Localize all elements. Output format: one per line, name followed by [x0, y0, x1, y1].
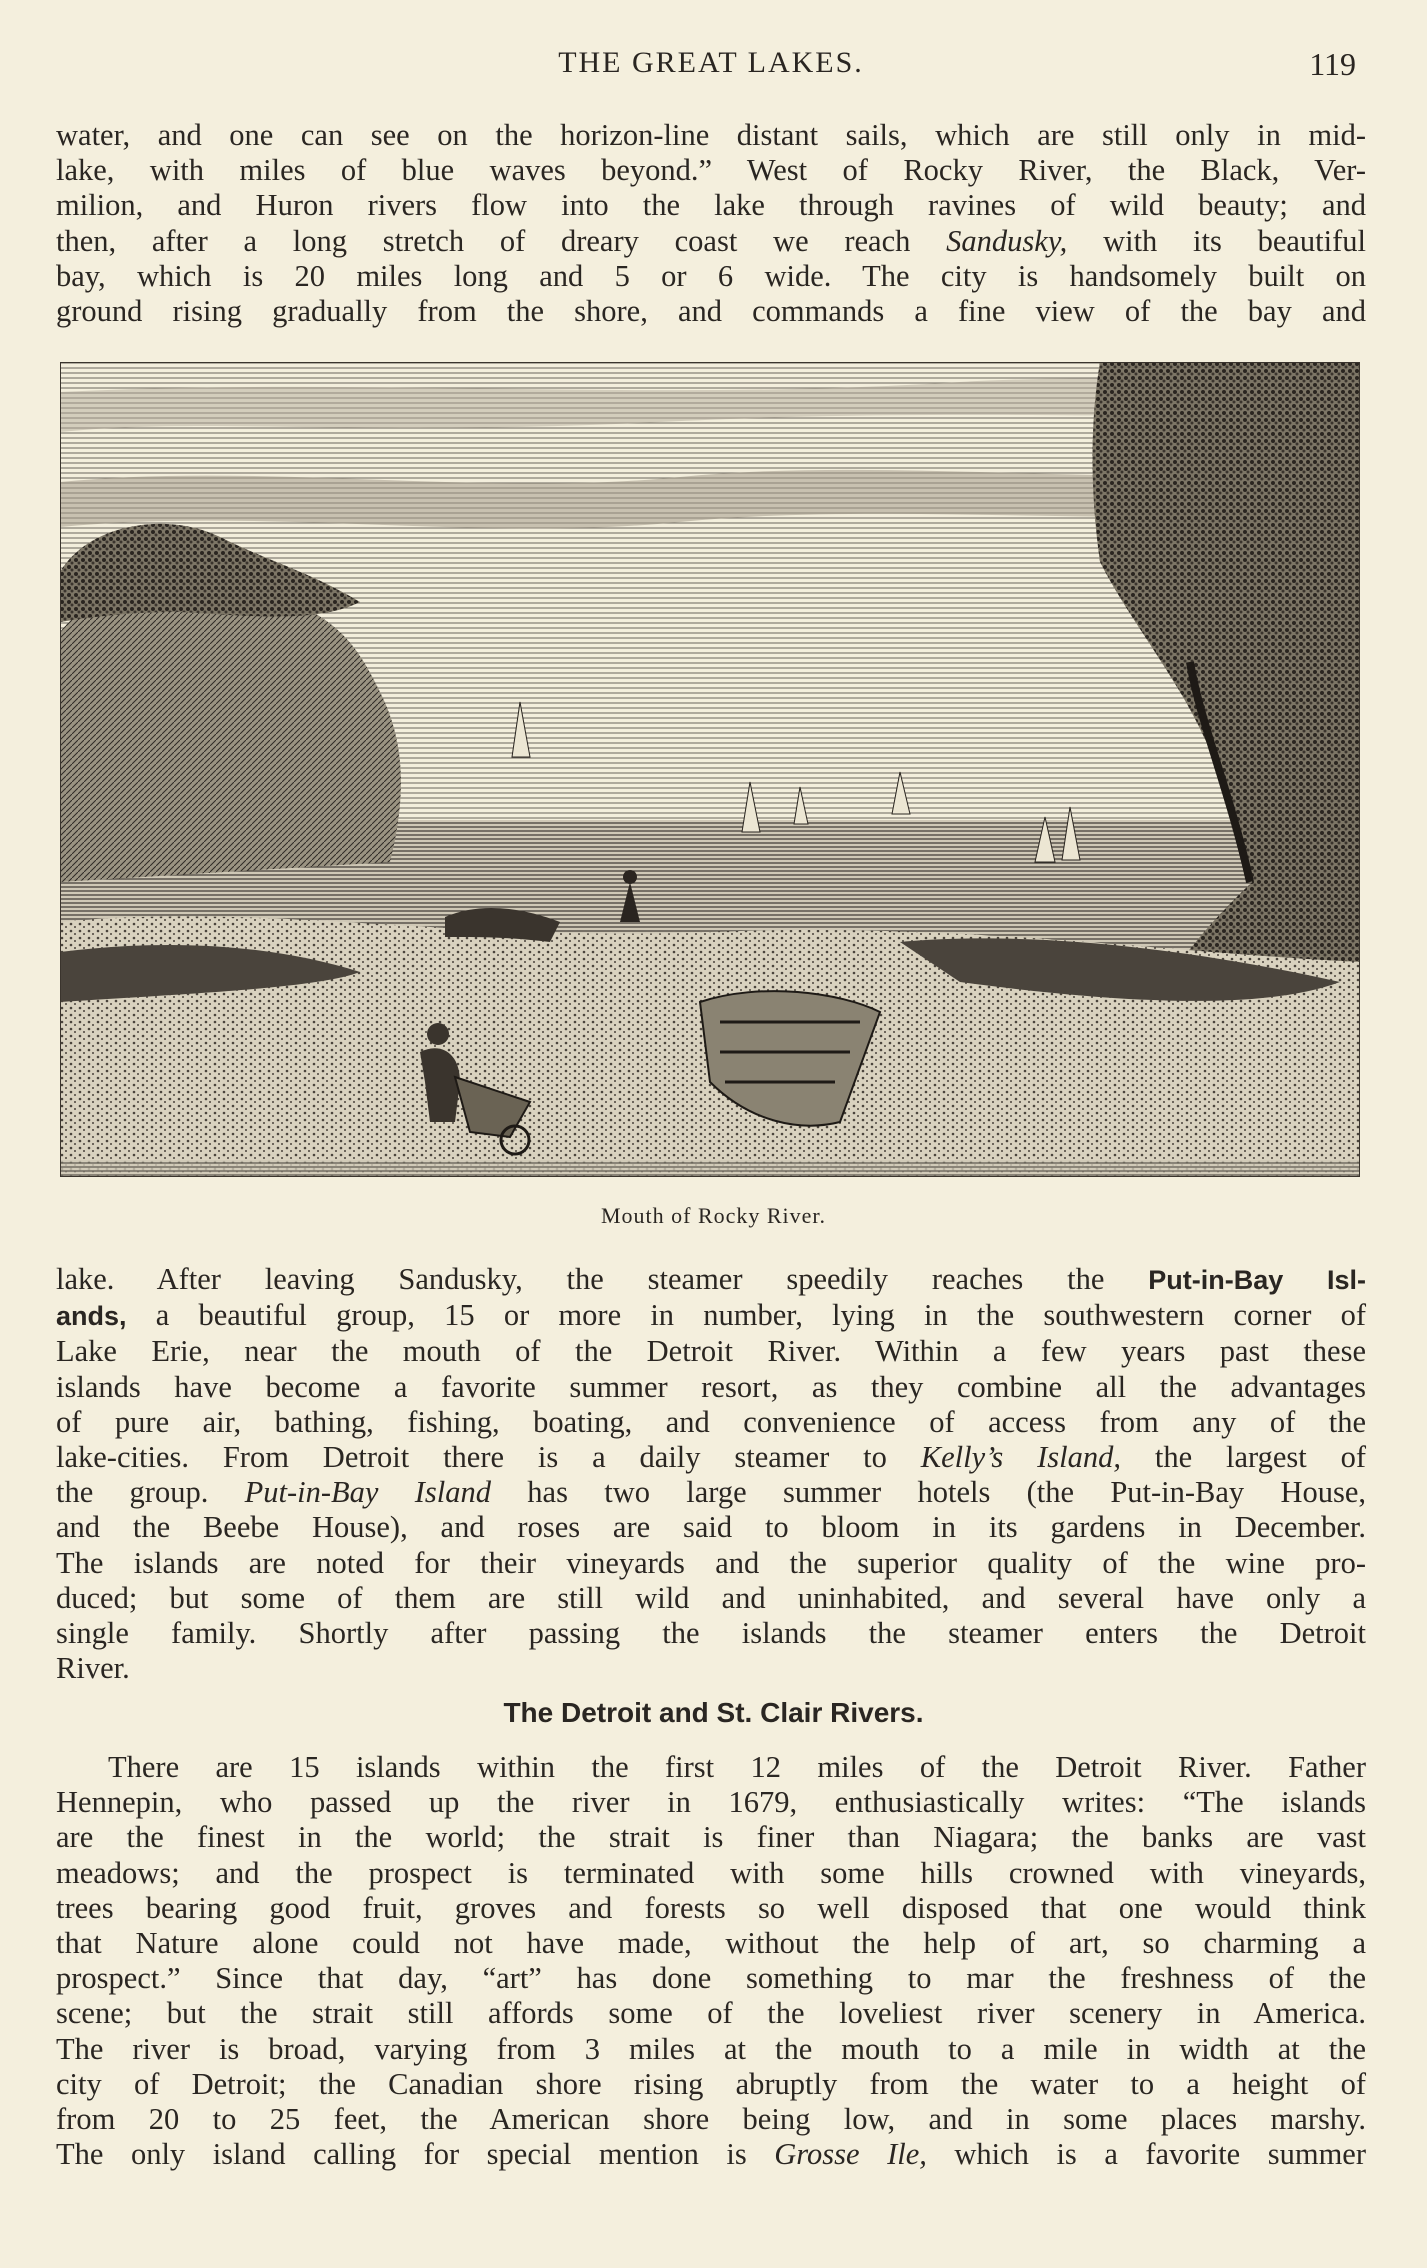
paragraph-2	[56, 1262, 1366, 1686]
page-number: 119	[1309, 46, 1356, 82]
text-segment: with its beautiful	[1103, 223, 1367, 258]
text-line: There are 15 islands within the first 12 miles of the Detroit River. Father	[108, 1750, 1366, 1784]
running-title: THE GREAT LAKES.	[558, 46, 864, 79]
text-line: bay, which is 20 miles long and 5 or 6 wide. The city is handsomely built on	[56, 258, 1366, 293]
paragraph-1	[56, 118, 1366, 329]
place-sandusky: Sandusky,	[946, 223, 1068, 258]
engraving-mouth-of-rocky-river	[60, 362, 1360, 1177]
text-segment: a beautiful group, 15 or more in number, lying in the southwestern corner of	[155, 1298, 1367, 1333]
text-line	[56, 2137, 1366, 2172]
text-line: River.	[56, 1651, 130, 1686]
text-line	[56, 1262, 1366, 1298]
paragraph-3	[56, 1750, 1366, 2172]
figure-caption: Mouth of Rocky River.	[600, 1203, 827, 1228]
text-line: trees bearing good fruit, groves and forests so well disposed that one would think	[56, 1890, 1366, 1925]
text-line: single family. Shortly after passing the islands the steamer enters the Detroit	[56, 1616, 1366, 1651]
text-line: islands have become a favorite summer resort, as they combine all the advantages	[56, 1369, 1366, 1404]
text-line: and the Beebe House), and roses are said to bloom in its gardens in December.	[56, 1510, 1366, 1545]
text-line: scene; but the strait still affords some of the loveliest river scenery in America.	[56, 1996, 1366, 2031]
text-segment: lake-cities. From Detroit there is a daily steamer to	[56, 1440, 887, 1475]
text-line: prospect.” Since that day, “art” has done something to mar the freshness of the	[56, 1961, 1366, 1996]
text-segment: lake. After leaving Sandusky, the steamer speedily reaches the	[56, 1262, 1105, 1296]
text-line: meadows; and the prospect is terminated with some hills crowned with vineyards,	[56, 1855, 1366, 1890]
text-line	[56, 1298, 1366, 1334]
place-put-in-bay-island: Put-in-Bay Island	[244, 1475, 491, 1510]
section-heading: The Detroit and St. Clair Rivers.	[503, 1697, 924, 1728]
text-segment: the group.	[56, 1475, 209, 1510]
place-kellys-island: Kelly’s Island,	[920, 1440, 1121, 1475]
place-grosse-ile: Grosse Ile,	[774, 2137, 927, 2172]
text-line	[56, 1440, 1366, 1475]
text-line: Lake Erie, near the mouth of the Detroit River. Within a few years past these	[56, 1334, 1366, 1369]
text-line: The river is broad, varying from 3 miles at the mouth to a mile in width at the	[56, 2031, 1366, 2066]
text-segment: The only island calling for special mention is	[56, 2137, 747, 2172]
text-line: are the finest in the world; the strait is finer than Niagara; the banks are vast	[56, 1820, 1366, 1855]
text-segment: then, after a long stretch of dreary coast we reach	[56, 223, 911, 258]
text-line: duced; but some of them are still wild and uninhabited, and several have only a	[56, 1580, 1366, 1615]
text-line: of pure air, bathing, fishing, boating, and convenience of access from any of the	[56, 1404, 1366, 1439]
text-line: water, and one can see on the horizon-line distant sails, which are still only in mid-	[56, 118, 1366, 152]
text-line: milion, and Huron rivers flow into the lake through ravines of wild beauty; and	[56, 188, 1366, 223]
place-put-in-bay-islands-cont: ands,	[56, 1301, 127, 1332]
text-segment: has two large summer hotels (the Put-in-Bay House,	[527, 1475, 1367, 1510]
text-segment: which is a favorite summer	[954, 2137, 1367, 2172]
place-put-in-bay-islands: Put-in-Bay Isl-	[1148, 1265, 1367, 1295]
text-line: ground rising gradually from the shore, and commands a fine view of the bay and	[56, 294, 1366, 329]
text-line: Hennepin, who passed up the river in 1679, enthusiastically writes: “The islands	[56, 1785, 1366, 1820]
text-line: The islands are noted for their vineyards and the superior quality of the wine pro-	[56, 1545, 1366, 1580]
running-head	[56, 42, 1366, 86]
text-line: from 20 to 25 feet, the American shore being low, and in some places marshy.	[56, 2102, 1366, 2137]
text-line: city of Detroit; the Canadian shore rising abruptly from the water to a height of	[56, 2066, 1366, 2101]
text-line: lake, with miles of blue waves beyond.” West of Rocky River, the Black, Ver-	[56, 153, 1366, 188]
text-line	[56, 224, 1366, 259]
text-line	[56, 1475, 1366, 1510]
text-segment: the largest of	[1154, 1440, 1367, 1475]
text-line: that Nature alone could not have made, without the help of art, so charming a	[56, 1926, 1366, 1961]
